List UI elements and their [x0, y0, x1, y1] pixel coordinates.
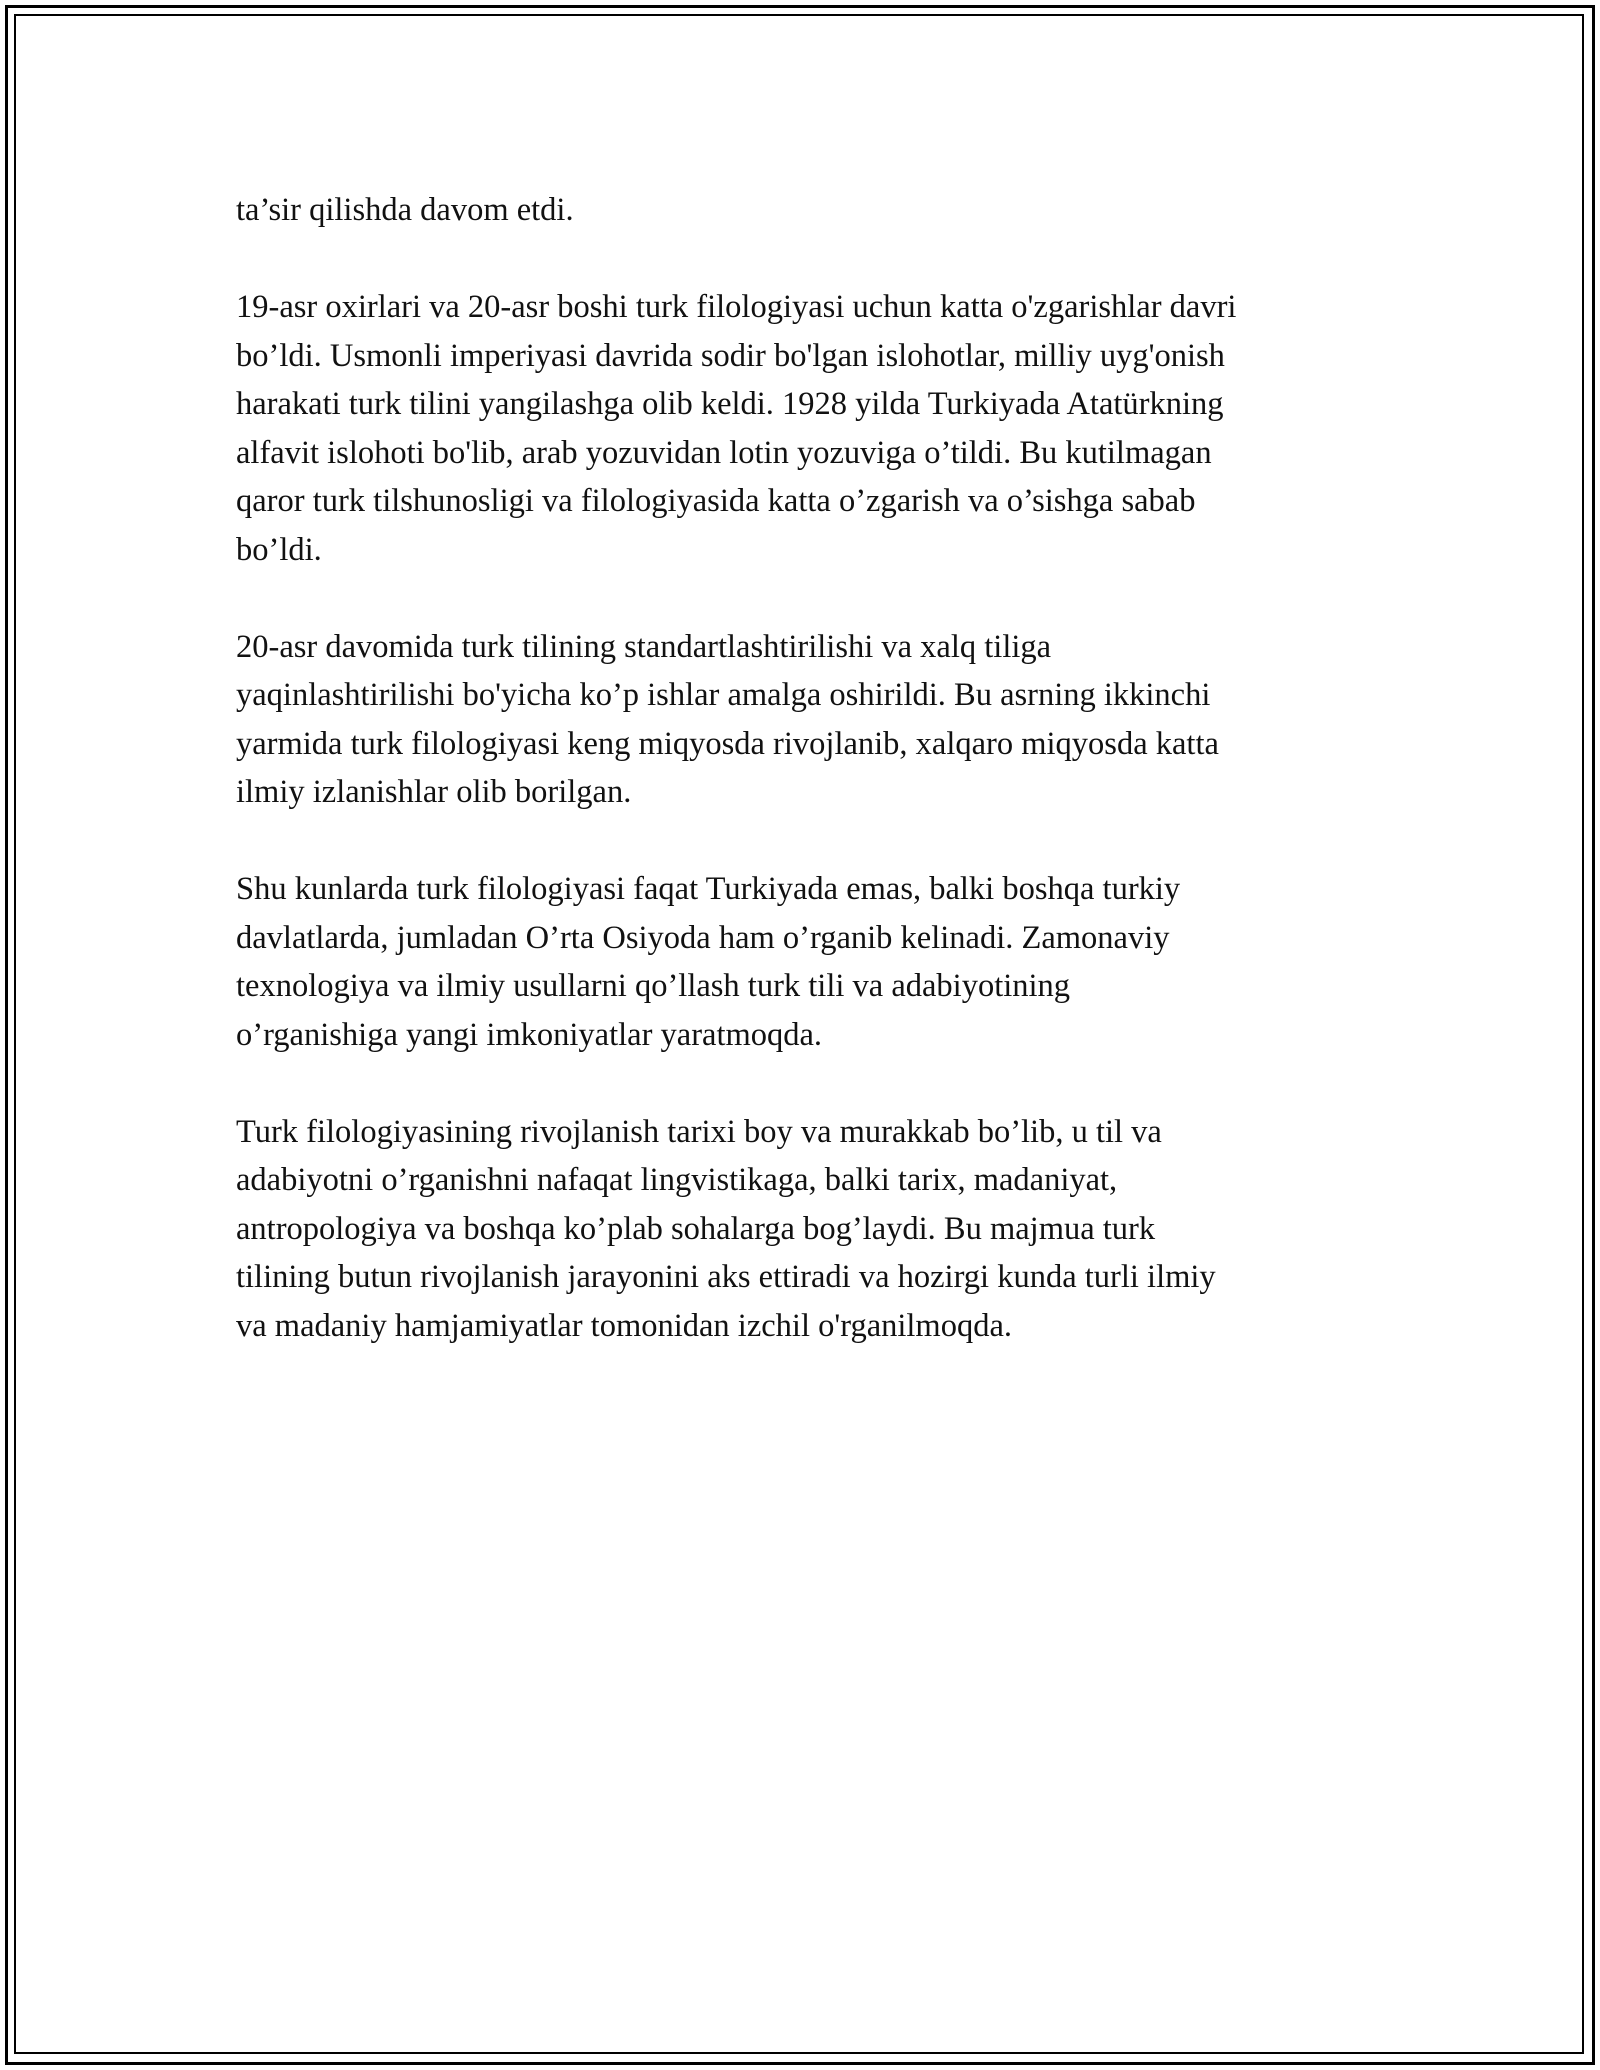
document-body: [236, 186, 1376, 1399]
paragraph-5: Turk filologiyasining rivojlanish tarixi boy va murakkab bo’lib, u til va adabiyotni o’rganishni nafaqat lingvistikaga, balki tarix, madaniyat, antropologiya va boshqa ko’plab sohalarga bog’laydi. Bu majmua turk tilining butun rivojlanish jarayonini aks ettiradi va hozirgi kunda turli ilmiy va madaniy hamjamiyatlar tomonidan izchil o'rganilmoqda.: [236, 1113, 1216, 1344]
paragraph-2: 19-asr oxirlari va 20-asr boshi turk filologiyasi uchun katta o'zgarishlar davri bo’ldi. Usmonli imperiyasi davrida sodir bo'lgan islohotlar, milliy uyg'onish harakati turk tilini yangilashga olib keldi. 1928 yilda Turkiyada Atatürkning alfavit islohoti bo'lib, arab yozuvidan lotin yozuviga o’tildi. Bu kutilmagan qaror turk tilshunosligi va filologiyasida katta o’zgarish va o’sishga sabab bo’ldi.: [236, 289, 1237, 568]
paragraph-3: 20-asr davomida turk tilining standartlashtirilishi va xalq tiliga yaqinlashtirilishi bo'yicha ko’p ishlar amalga oshirildi. Bu asrning ikkinchi yarmida turk filologiyasi keng miqyosda rivojlanib, xalqaro miqyosda katta ilmiy izlanishlar olib borilgan.: [236, 628, 1219, 810]
paragraph-1: ta’sir qilishda davom etdi.: [236, 192, 574, 228]
paragraph-4: Shu kunlarda turk filologiyasi faqat Turkiyada emas, balki boshqa turkiy davlatlarda, jumladan O’rta Osiyoda ham o’rganib kelinadi. Zamonaviy texnologiya va ilmiy usullarni qo’llash turk tili va adabiyotining o’rganishiga yangi imkoniyatlar yaratmoqda.: [236, 871, 1181, 1053]
